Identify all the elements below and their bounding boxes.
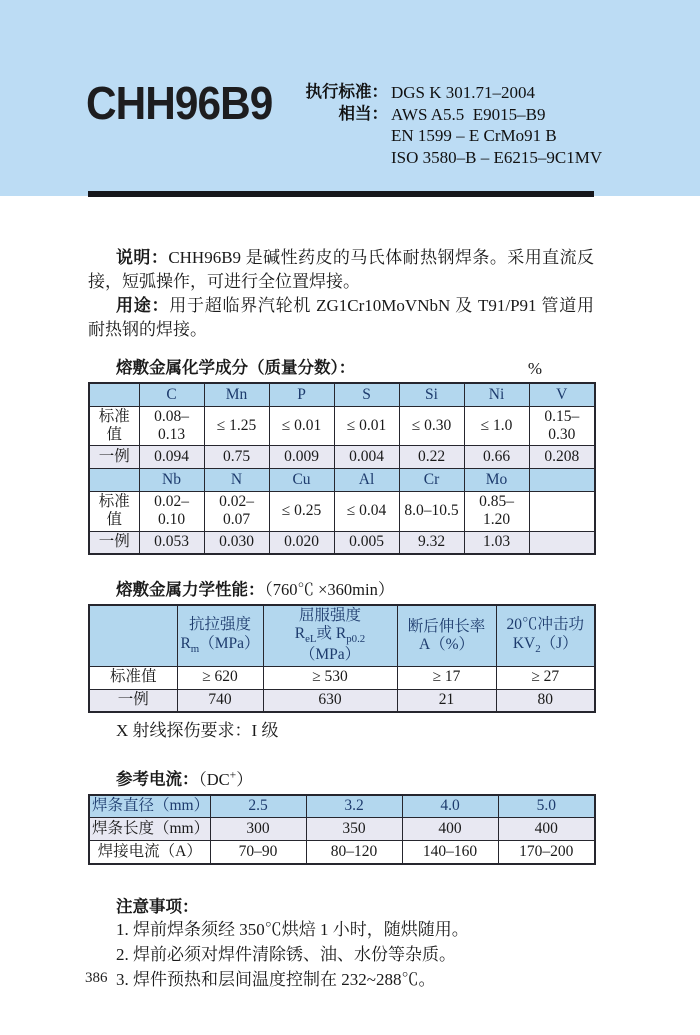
table-cell: Mn bbox=[204, 383, 269, 406]
table-cell: C bbox=[139, 383, 204, 406]
table-row bbox=[89, 406, 595, 446]
reference-current-table bbox=[88, 794, 596, 865]
table-cell: N bbox=[204, 469, 269, 492]
chem-composition-table bbox=[88, 382, 596, 555]
table-cell: 0.030 bbox=[204, 531, 269, 554]
standard-value: AWS A5.5 E9015–B9 bbox=[391, 104, 546, 124]
paragraph-text: CHH96B9 是碱性药皮的马氏体耐热钢焊条。采用直流反接，短弧操作，可进行全位置焊接。 bbox=[88, 248, 595, 291]
table-cell: 0.02–0.07 bbox=[204, 492, 269, 532]
table-cell bbox=[529, 531, 595, 554]
table-cell: V bbox=[529, 383, 595, 406]
chem-section-header bbox=[88, 358, 594, 379]
standard-value: DGS K 301.71–2004 bbox=[391, 83, 536, 102]
table-cell: 350 bbox=[306, 818, 402, 841]
table-row bbox=[89, 531, 595, 554]
table-cell: Cu bbox=[269, 469, 334, 492]
table-cell: 80–120 bbox=[306, 841, 402, 864]
chem-section-title: 熔敷金属化学成分（质量分数）： bbox=[116, 359, 356, 377]
table-cell: 0.22 bbox=[399, 446, 464, 469]
table-cell bbox=[529, 492, 595, 532]
table-cell: ≤ 0.30 bbox=[399, 406, 464, 446]
table-cell: 400 bbox=[402, 818, 498, 841]
table-cell: Mo bbox=[464, 469, 529, 492]
paragraph-text: 用于超临界汽轮机 ZG1Cr10MoVNbN 及 T91/P91 管道用耐热钢的焊接。 bbox=[88, 296, 595, 339]
row-label-cell: 标准值 bbox=[89, 406, 139, 446]
header-band bbox=[0, 0, 700, 196]
table-cell: 1.03 bbox=[464, 531, 529, 554]
table-cell: Al bbox=[334, 469, 399, 492]
current-section-header bbox=[88, 765, 594, 791]
row-label-cell bbox=[89, 605, 177, 666]
row-label-cell bbox=[89, 383, 139, 406]
paragraph-label: 用途： bbox=[116, 296, 170, 315]
notes-title: 注意事项： bbox=[116, 897, 199, 916]
table-cell: 0.004 bbox=[334, 446, 399, 469]
intro-paragraph-description bbox=[88, 246, 594, 294]
standard-label: 相当： bbox=[338, 104, 388, 123]
page-content bbox=[88, 196, 594, 992]
row-label-cell: 焊接电流（A） bbox=[89, 841, 210, 864]
table-row bbox=[89, 605, 595, 666]
table-cell: ≥ 530 bbox=[263, 666, 397, 689]
table-cell: 断后伸长率 A（%） bbox=[397, 605, 496, 666]
table-cell: 0.094 bbox=[139, 446, 204, 469]
table-cell: ≤ 0.04 bbox=[334, 492, 399, 532]
table-cell: P bbox=[269, 383, 334, 406]
table-cell: 5.0 bbox=[498, 795, 595, 818]
row-label-cell: 一例 bbox=[89, 531, 139, 554]
table-cell: Cr bbox=[399, 469, 464, 492]
table-cell: 0.009 bbox=[269, 446, 334, 469]
table-cell: 630 bbox=[263, 689, 397, 712]
table-cell: S bbox=[334, 383, 399, 406]
standard-value: ISO 3580–B – E6215–9C1MV bbox=[391, 147, 603, 167]
standard-label: 执行标准： bbox=[305, 83, 388, 101]
table-cell: 70–90 bbox=[210, 841, 306, 864]
row-label-cell: 焊条长度（mm） bbox=[89, 818, 210, 841]
note-item: 2. 焊前必须对焊件清除锈、油、水份等杂质。 bbox=[116, 944, 456, 964]
table-cell: 0.15–0.30 bbox=[529, 406, 595, 446]
table-cell: 20℃冲击功 $KV_2(J)$ bbox=[496, 605, 595, 666]
mech-section-header bbox=[88, 579, 594, 601]
table-cell: ≤ 0.01 bbox=[269, 406, 334, 446]
table-cell: 3.2 bbox=[306, 795, 402, 818]
row-label-cell: 一例 bbox=[89, 446, 139, 469]
standards-list bbox=[298, 82, 602, 168]
table-cell: 170–200 bbox=[498, 841, 595, 864]
page-number: 386 bbox=[85, 970, 108, 986]
notes-list bbox=[88, 917, 594, 992]
mech-condition: （760℃ ×360min） bbox=[264, 580, 395, 600]
table-cell: 21 bbox=[397, 689, 496, 712]
table-cell: 740 bbox=[177, 689, 263, 712]
standard-value: EN 1599 – E CrMo91 B bbox=[391, 126, 557, 145]
table-cell: ≤ 0.01 bbox=[334, 406, 399, 446]
table-cell: 0.208 bbox=[529, 446, 595, 469]
product-title: CHH96B9 bbox=[86, 77, 273, 129]
table-cell: Si bbox=[399, 383, 464, 406]
table-cell: 0.66 bbox=[464, 446, 529, 469]
table-row bbox=[89, 383, 595, 406]
chem-unit-label: % bbox=[527, 359, 542, 378]
table-cell: 300 bbox=[210, 818, 306, 841]
table-cell: ≤ 1.25 bbox=[204, 406, 269, 446]
row-label-cell bbox=[89, 469, 139, 492]
table-cell: 2.5 bbox=[210, 795, 306, 818]
table-row bbox=[89, 795, 595, 818]
row-label-cell: 标准值 bbox=[89, 666, 177, 689]
table-cell: ≥ 27 bbox=[496, 666, 595, 689]
table-cell: 0.020 bbox=[269, 531, 334, 554]
table-cell: 0.02–0.10 bbox=[139, 492, 204, 532]
row-label-cell: 焊条直径（mm） bbox=[89, 795, 210, 818]
table-cell: 4.0 bbox=[402, 795, 498, 818]
intro-paragraph-usage bbox=[88, 294, 594, 342]
table-cell: Nb bbox=[139, 469, 204, 492]
table-row bbox=[89, 818, 595, 841]
table-cell: 400 bbox=[498, 818, 595, 841]
table-cell: 0.053 bbox=[139, 531, 204, 554]
table-row bbox=[89, 492, 595, 532]
table-cell: ≥ 620 bbox=[177, 666, 263, 689]
table-cell: 8.0–10.5 bbox=[399, 492, 464, 532]
standard-label bbox=[298, 147, 388, 169]
row-label-cell: 标准值 bbox=[89, 492, 139, 532]
xray-requirement-note: X 射线探伤要求：I 级 bbox=[116, 721, 279, 741]
mechanical-properties-table bbox=[88, 604, 596, 713]
table-cell bbox=[529, 469, 595, 492]
table-cell: 0.85–1.20 bbox=[464, 492, 529, 532]
note-item: 1. 焊前焊条须经 350℃烘焙 1 小时，随烘随用。 bbox=[116, 919, 469, 939]
table-cell: 140–160 bbox=[402, 841, 498, 864]
current-section-title: 参考电流：（DC+） bbox=[116, 769, 253, 789]
table-cell: Ni bbox=[464, 383, 529, 406]
table-cell: 0.08–0.13 bbox=[139, 406, 204, 446]
mech-section-title: 熔敷金属力学性能：（760℃ ×360min） bbox=[116, 580, 395, 600]
table-cell: ≥ 17 bbox=[397, 666, 496, 689]
table-cell: 屈服强度 $R_{eL}$或 $R_{p0.2}(MPa)$ bbox=[263, 605, 397, 666]
table-cell: 0.75 bbox=[204, 446, 269, 469]
table-row bbox=[89, 689, 595, 712]
table-cell: 抗拉强度 $R_m(MPa)$ bbox=[177, 605, 263, 666]
table-row bbox=[89, 841, 595, 864]
current-condition: （DC+） bbox=[198, 769, 253, 789]
table-cell: ≤ 0.25 bbox=[269, 492, 334, 532]
table-cell: 80 bbox=[496, 689, 595, 712]
note-item: 3. 焊件预热和层间温度控制在 232~288℃。 bbox=[116, 969, 436, 989]
table-row bbox=[89, 666, 595, 689]
table-row bbox=[89, 469, 595, 492]
table-row bbox=[89, 446, 595, 469]
paragraph-label: 说明： bbox=[116, 248, 169, 267]
standard-label bbox=[298, 125, 388, 147]
table-cell: ≤ 1.0 bbox=[464, 406, 529, 446]
table-cell: 9.32 bbox=[399, 531, 464, 554]
row-label-cell: 一例 bbox=[89, 689, 177, 712]
table-cell: 0.005 bbox=[334, 531, 399, 554]
